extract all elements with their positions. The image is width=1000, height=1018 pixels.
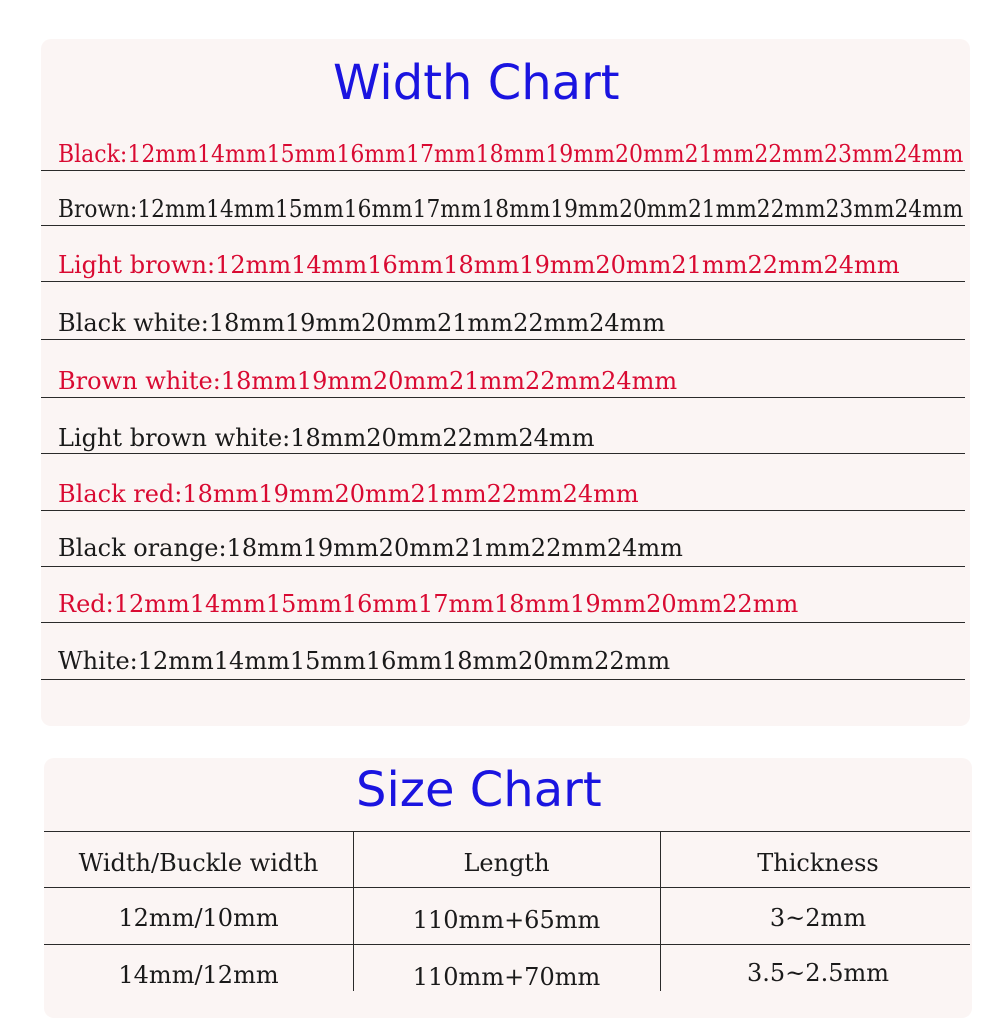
width-chart-title: Width Chart [333, 55, 620, 111]
table-border [44, 831, 970, 832]
width-row-light-brown: Light brown:12mm14mm16mm18mm19mm20mm21mm22mm24mm [58, 251, 900, 279]
row-divider [41, 225, 965, 226]
table-header-thickness: Thickness [757, 849, 879, 877]
width-row-black-white: Black white:18mm19mm20mm21mm22mm24mm [58, 309, 666, 337]
width-row-brown-white: Brown white:18mm19mm20mm21mm22mm24mm [58, 367, 678, 395]
row-divider [41, 679, 965, 680]
width-row-black-red: Black red:18mm19mm20mm21mm22mm24mm [58, 480, 639, 508]
size-table [44, 831, 970, 991]
table-border [44, 944, 970, 945]
table-cell: 12mm/10mm [118, 904, 279, 932]
row-divider [41, 453, 965, 454]
row-divider [41, 622, 965, 623]
width-row-brown: Brown:12mm14mm15mm16mm17mm18mm19mm20mm21mm22mm23mm24mm [58, 195, 964, 223]
table-cell: 3.5~2.5mm [747, 959, 889, 987]
row-divider [41, 566, 965, 567]
row-divider [41, 170, 965, 171]
width-row-black-orange: Black orange:18mm19mm20mm21mm22mm24mm [58, 534, 683, 562]
table-cell: 110mm+65mm [412, 906, 601, 934]
size-chart-title: Size Chart [356, 762, 602, 818]
table-cell: 3~2mm [769, 904, 867, 932]
row-divider [41, 281, 965, 282]
table-cell: 14mm/12mm [118, 961, 279, 989]
table-cell: 110mm+70mm [412, 963, 601, 991]
width-row-black: Black:12mm14mm15mm16mm17mm18mm19mm20mm21mm22mm23mm24mm [58, 140, 964, 168]
row-divider [41, 339, 965, 340]
table-border [44, 887, 970, 888]
table-header-length: Length [463, 849, 550, 877]
width-row-light-brown-white: Light brown white:18mm20mm22mm24mm [58, 424, 595, 452]
table-header-width: Width/Buckle width [78, 849, 319, 877]
width-row-white: White:12mm14mm15mm16mm18mm20mm22mm [58, 647, 671, 675]
width-row-red: Red:12mm14mm15mm16mm17mm18mm19mm20mm22mm [58, 590, 799, 618]
row-divider [41, 397, 965, 398]
row-divider [41, 510, 965, 511]
